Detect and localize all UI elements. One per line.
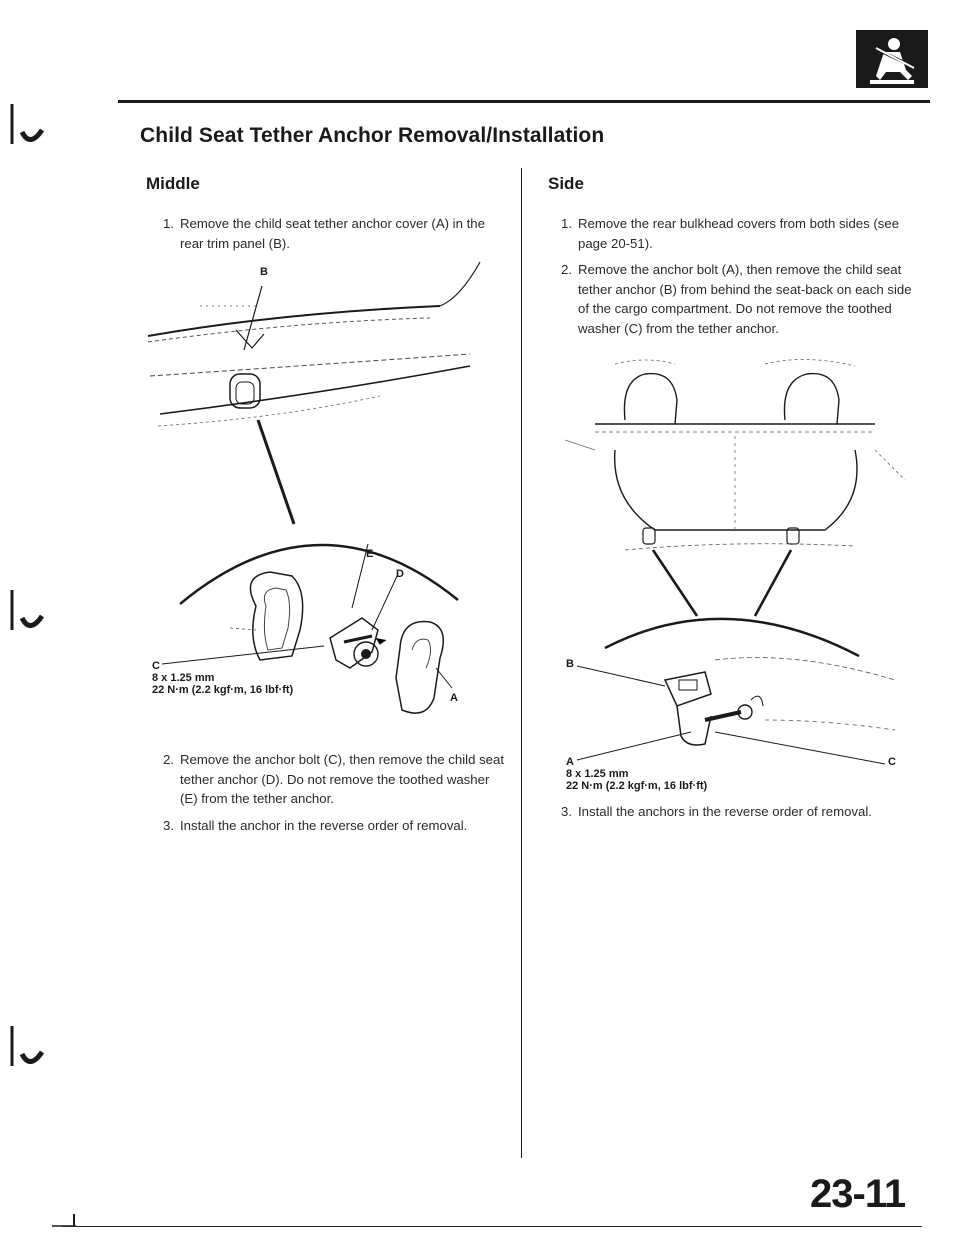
step-number: 1. [163,216,174,231]
step-text: Remove the rear bulkhead covers from both sides (see page 20-51). [578,216,900,251]
step-text: Remove the anchor bolt (A), then remove the child seat tether anchor (B) from behind the seat-back on each side of the cargo compartment. Do not remove the toothed washer (C) from the tether anchor. [578,262,912,336]
callout-b-side: B [566,658,574,670]
page-number: 23-11 [810,1172,906,1216]
step-number: 3. [561,804,572,819]
step-number: 2. [163,752,174,767]
side-bolt-torque-spec: 22 N·m (2.2 kgf·m, 16 lbf·ft) [566,780,708,792]
step-number: 1. [561,216,572,231]
callout-d: D [396,568,404,580]
seat-belt-icon [856,30,928,88]
step-text: Remove the anchor bolt (C), then remove the child seat tether anchor (D). Do not remove the toothed washer (E) from the tether anchor. [180,752,504,806]
callout-e: E [366,548,374,560]
step-number: 3. [163,818,174,833]
callout-c: C [152,660,160,672]
middle-step-1 [163,214,510,253]
step-text: Install the anchors in the reverse order of removal. [578,804,872,819]
section-heading-middle: Middle [146,174,200,193]
binder-mark-middle [8,586,48,636]
header-rule [118,100,930,103]
callout-a: A [450,692,458,704]
step-text: Remove the child seat tether anchor cover (A) in the rear trim panel (B). [180,216,485,251]
middle-anchor-figure [140,258,520,728]
middle-step-3 [163,816,510,836]
callout-c-side: C [888,756,896,768]
footer-binder-mark [50,1212,80,1230]
middle-step-2 [163,750,510,809]
side-step-3 [561,802,918,822]
step-number: 2. [561,262,572,277]
footer-rule [62,1226,922,1227]
step-text: Install the anchor in the reverse order of removal. [180,818,468,833]
side-step-1 [561,214,918,253]
column-divider [521,168,522,1158]
page-title: Child Seat Tether Anchor Removal/Installation [140,124,605,147]
binder-mark-bottom [8,1022,48,1072]
binder-mark-top [8,100,48,150]
side-bolt-size-spec: 8 x 1.25 mm [566,768,629,780]
section-heading-side: Side [548,174,584,193]
side-step-2 [561,260,918,338]
callout-b: B [260,266,268,278]
bolt-torque-spec: 22 N·m (2.2 kgf·m, 16 lbf·ft) [152,684,294,696]
callout-a-side: A [566,756,574,768]
bolt-size-spec: 8 x 1.25 mm [152,672,215,684]
side-anchor-figure [555,360,925,780]
